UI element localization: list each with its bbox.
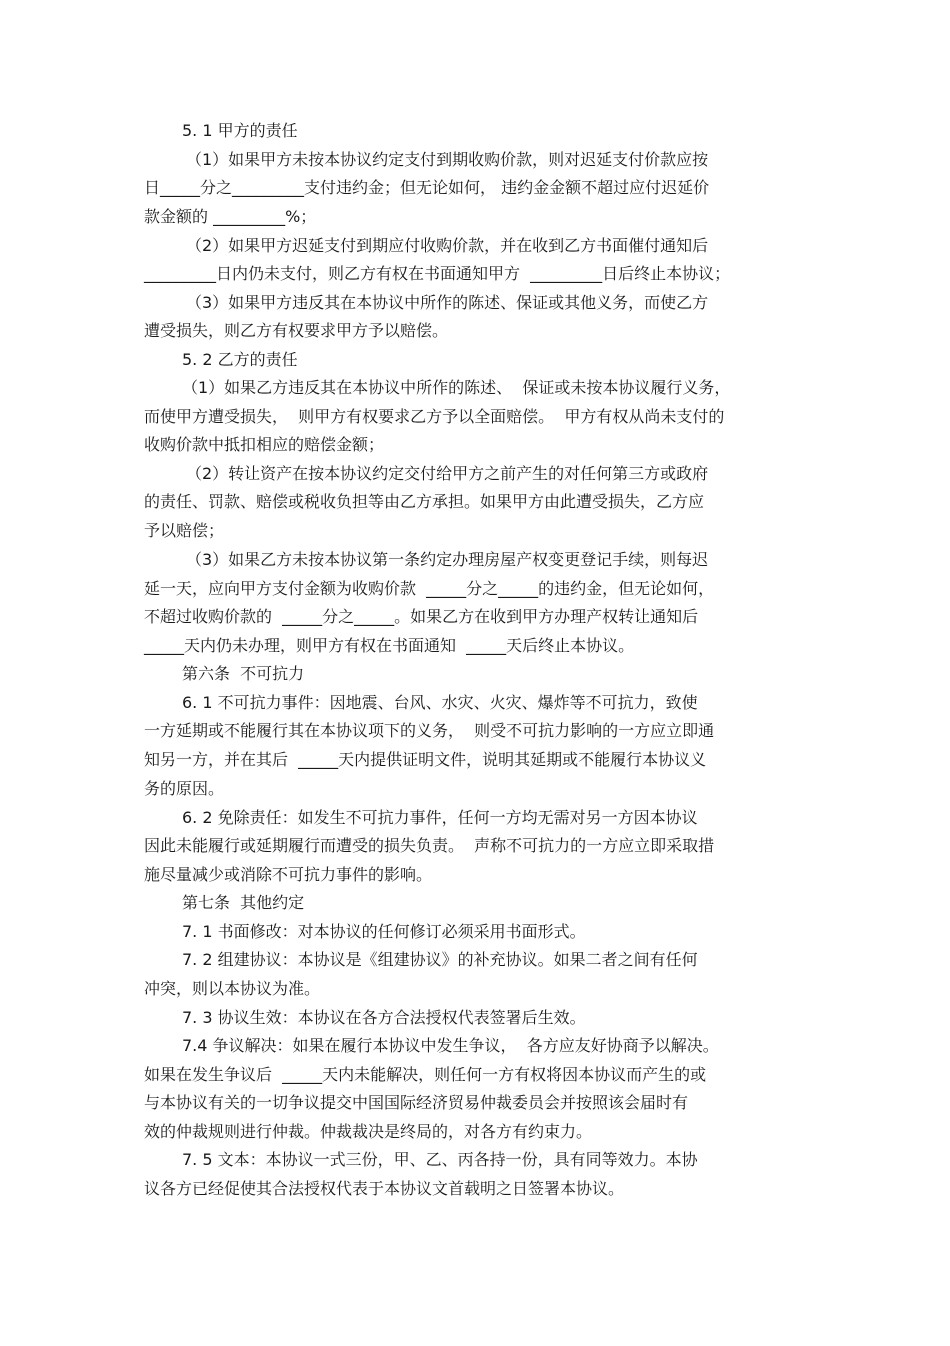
text-line: 因此未能履行或延期履行而遭受的损失负责。 声称不可抗力的一方应立即采取措: [144, 836, 715, 855]
text-line: 日_____分之_________支付违约金；但无论如何， 违约金金额不超过应付迟延价: [144, 178, 710, 197]
text-line: （2）如果甲方迟延支付到期应付收购价款，并在收到乙方书面催付通知后: [186, 236, 709, 255]
text-line: 效的仲裁规则进行仲裁。仲裁裁决是终局的，对各方有约束力。: [144, 1122, 593, 1141]
text-line: 6. 1 不可抗力事件：因地震、台风、水灾、火灾、爆炸等不可抗力，致使: [182, 693, 698, 712]
text-line: 施尽量减少或消除不可抗力事件的影响。: [144, 865, 433, 884]
text-line: 7.4 争议解决：如果在履行本协议中发生争议， 各方应友好协商予以解决。: [182, 1036, 719, 1055]
text-line: _________日内仍未支付，则乙方有权在书面通知甲方 _________日后终止本协议；: [144, 264, 731, 283]
text-line: 延一天，应向甲方支付金额为收购价款 _____分之_____的违约金，但无论如何，: [144, 579, 715, 598]
text-line: 收购价款中抵扣相应的赔偿金额；: [144, 435, 385, 454]
text-line: 7. 2 组建协议：本协议是《组建协议》的补充协议。如果二者之间有任何: [182, 950, 698, 969]
text-line: 知另一方，并在其后 _____天内提供证明文件，说明其延期或不能履行本协议义: [144, 750, 707, 769]
text-line: 与本协议有关的一切争议提交中国国际经济贸易仲裁委员会并按照该会届时有: [144, 1093, 689, 1112]
text-line: （1）如果甲方未按本协议约定支付到期收购价款，则对迟延支付价款应按: [186, 150, 709, 169]
text-line: （3）如果甲方违反其在本协议中所作的陈述、保证或其他义务，而使乙方: [186, 293, 709, 312]
text-line: 款金额的 _________%；: [144, 207, 317, 226]
text-line: 7. 1 书面修改：对本协议的任何修订必须采用书面形式。: [182, 922, 586, 941]
section-heading: 5. 1 甲方的责任: [182, 121, 298, 140]
text-line: 议各方已经促使其合法授权代表于本协议文首载明之日签署本协议。: [144, 1179, 625, 1198]
text-line: 7. 5 文本：本协议一式三份，甲、乙、丙各持一份，具有同等效力。本协: [182, 1150, 698, 1169]
section-heading: 5. 2 乙方的责任: [182, 350, 298, 369]
text-line: 如果在发生争议后 _____天内未能解决，则任何一方有权将因本协议而产生的或: [144, 1065, 707, 1084]
text-line: 6. 2 免除责任：如发生不可抗力事件，任何一方均无需对另一方因本协议: [182, 808, 698, 827]
text-line: （1）如果乙方违反其在本协议中所作的陈述、 保证或未按本协议履行义务，: [182, 378, 731, 397]
text-line: 予以赔偿；: [144, 521, 225, 540]
text-line: 不超过收购价款的 _____分之_____。如果乙方在收到甲方办理产权转让通知后: [144, 607, 699, 626]
text-line: 而使甲方遭受损失， 则甲方有权要求乙方予以全面赔偿。 甲方有权从尚未支付的: [144, 407, 725, 426]
text-line: 一方延期或不能履行其在本协议项下的义务， 则受不可抗力影响的一方应立即通: [144, 721, 715, 740]
text-line: 冲突，则以本协议为准。: [144, 979, 321, 998]
text-line: （3）如果乙方未按本协议第一条约定办理房屋产权变更登记手续，则每迟: [186, 550, 709, 569]
text-line: 的责任、罚款、赔偿或税收负担等由乙方承担。如果甲方由此遭受损失，乙方应: [144, 492, 705, 511]
text-line: 遭受损失，则乙方有权要求甲方予以赔偿。: [144, 321, 449, 340]
text-line: 7. 3 协议生效：本协议在各方合法授权代表签署后生效。: [182, 1008, 586, 1027]
article-heading: 第六条 不可抗力: [182, 664, 305, 683]
text-line: _____天内仍未办理，则甲方有权在书面通知 _____天后终止本协议。: [144, 636, 635, 655]
text-line: 务的原因。: [144, 779, 225, 798]
article-heading: 第七条 其他约定: [182, 893, 305, 912]
text-line: （2）转让资产在按本协议约定交付给甲方之前产生的对任何第三方或政府: [186, 464, 709, 483]
